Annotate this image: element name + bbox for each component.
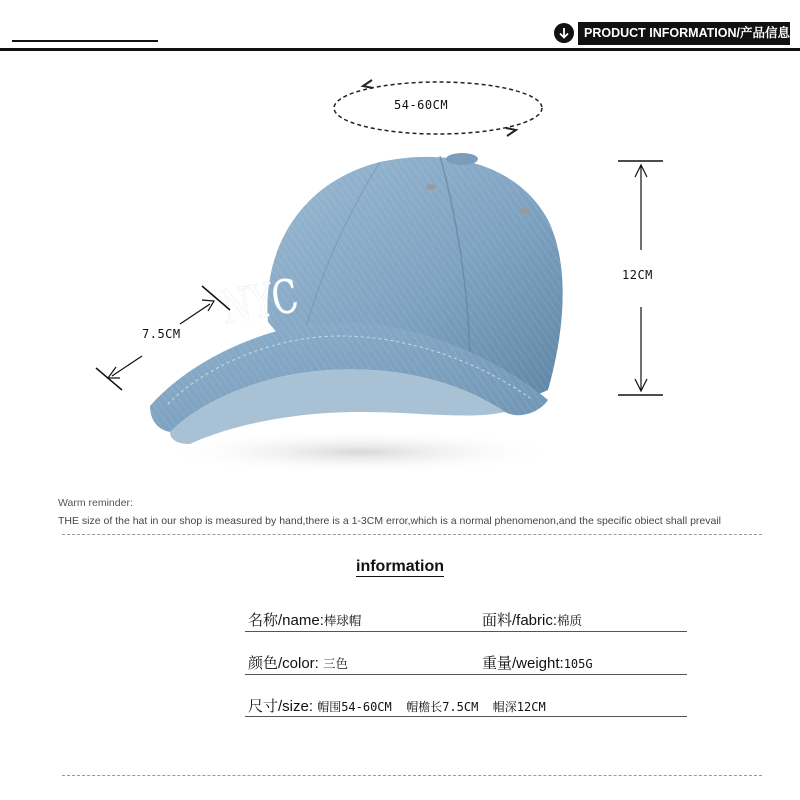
weight-row <box>482 652 593 673</box>
header-rule <box>0 48 800 51</box>
name-row <box>248 609 361 630</box>
brim-length-label: 7.5CM <box>142 327 181 341</box>
fabric-row <box>482 609 582 630</box>
header-rule-short <box>12 40 158 42</box>
fabric-value: 棉质 <box>557 614 583 628</box>
section-header-label: PRODUCT INFORMATION/产品信息 <box>578 22 790 45</box>
info-title: information <box>356 558 444 575</box>
circumference-label: 54-60CM <box>394 98 449 112</box>
weight-label: 重量/weight: <box>482 655 564 672</box>
row-divider <box>245 716 687 717</box>
weight-value: 105G <box>563 657 593 671</box>
info-heading <box>0 558 800 576</box>
nyc-embroidery: NYC <box>217 268 303 336</box>
size-row <box>248 695 546 716</box>
color-row <box>248 652 348 673</box>
color-label: 颜色/color: <box>248 655 319 672</box>
divider <box>62 775 762 776</box>
fabric-label: 面料/fabric: <box>482 612 558 629</box>
height-label: 12CM <box>622 268 653 282</box>
name-label: 名称/name: <box>248 612 324 629</box>
color-value: 三色 <box>323 657 349 671</box>
arrow-down-circle-icon <box>554 23 574 43</box>
name-value: 棒球帽 <box>323 614 362 628</box>
size-label: 尺寸/size: <box>248 698 314 715</box>
row-divider <box>245 674 687 675</box>
size-value: 帽围54-60CM 帽檐长7.5CM 帽深12CM <box>317 700 546 714</box>
reminder-text: THE size of the hat in our shop is measured by hand,there is a 1-3CM error,which is a normal phenomenon,and the specific obiect shall prevail <box>58 515 722 527</box>
reminder-title: Warm reminder: <box>58 497 133 509</box>
row-divider <box>245 631 687 632</box>
divider <box>62 534 762 535</box>
